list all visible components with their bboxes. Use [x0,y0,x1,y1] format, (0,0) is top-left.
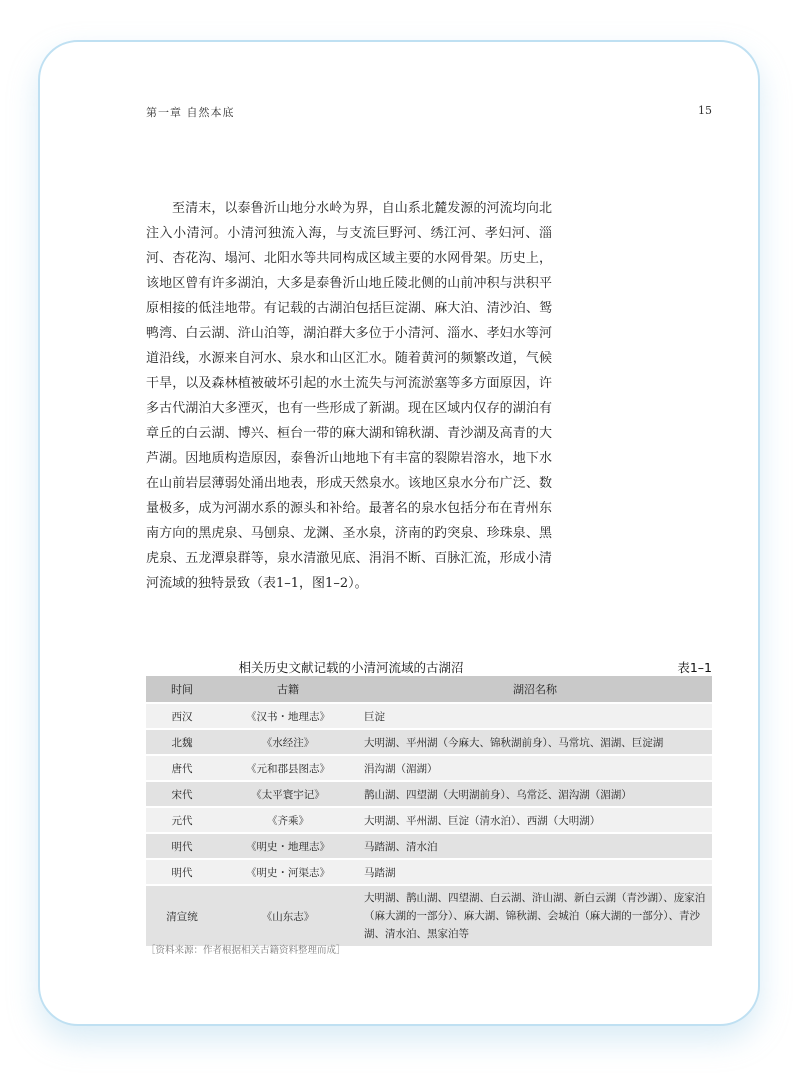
body-text [146,196,552,596]
table-row [146,885,712,946]
cell-lakes: 马踏湖 [358,859,712,885]
table-row [146,781,712,807]
running-head: 第一章 自然本底 [146,106,235,119]
cell-lakes: 大明湖、鹊山湖、四望湖、白云湖、浒山湖、新白云湖（青沙湖）、庞家泊（麻大湖的一部分）、麻大湖、锦秋湖、会城泊（麻大湖的一部分）、青沙湖、清水泊、黑家泊等 [358,885,712,946]
cell-lakes: 大明湖、平州湖、巨淀（清水泊）、西湖（大明湖） [358,807,712,833]
cell-time: 北魏 [146,729,218,755]
table-row [146,729,712,755]
cell-time: 明代 [146,859,218,885]
cell-lakes: 涓沟湖（湄湖） [358,755,712,781]
table-row [146,807,712,833]
page-number: 15 [698,104,712,117]
cell-lakes: 大明湖、平州湖（今麻大、锦秋湖前身）、马常坑、湄湖、巨淀湖 [358,729,712,755]
cell-lakes: 鹊山湖、四望湖（大明湖前身）、乌常泛、湄沟湖（湄湖） [358,781,712,807]
body-paragraph: 至清末，以泰鲁沂山地分水岭为界，自山系北麓发源的河流均向北注入小清河。小清河独流入海，与支流巨野河、绣江河、孝妇河、淄河、杏花沟、塌河、北阳水等共同构成区域主要的水网骨架。历史上，该地区曾有许多湖泊，大多是泰鲁沂山地丘陵北侧的山前冲积与洪积平原相接的低洼地带。有记载的古湖泊包括巨淀湖、麻大泊、清沙泊、鸳鸭湾、白云湖、浒山泊等，湖泊群大多位于小清河、淄水、孝妇水等河道沿线，水源来自河水、泉水和山区汇水。随着黄河的频繁改道，气候干旱，以及森林植被破坏引起的水土流失与河流淤塞等多方面原因，许多古代湖泊大多湮灭，也有一些形成了新湖。现在区域内仅存的湖泊有章丘的白云湖、博兴、桓台一带的麻大湖和锦秋湖、青沙湖及高青的大芦湖。因地质构造原因，泰鲁沂山地地下有丰富的裂隙岩溶水，地下水在山前岩层薄弱处涌出地表，形成天然泉水。该地区泉水分布广泛、数量极多，成为河湖水系的源头和补给。最著名的泉水包括分布在青州东南方向的黑虎泉、马刨泉、龙渊、圣水泉，济南的趵突泉、珍珠泉、黑虎泉、五龙潭泉群等，泉水清澈见底、涓涓不断、百脉汇流，形成小清河流域的独特景致（表1–1，图1–2）。 [146,201,552,591]
cell-lakes: 马踏湖、清水泊 [358,833,712,859]
header-lakes: 湖沼名称 [358,676,712,703]
table-header-row [146,676,712,703]
cell-time: 元代 [146,807,218,833]
lakes-table [146,676,712,946]
cell-book: 《元和郡县图志》 [218,755,358,781]
cell-time: 宋代 [146,781,218,807]
table-row [146,859,712,885]
header-time: 时间 [146,676,218,703]
table-number: 表1–1 [677,660,712,675]
table-title: 相关历史文献记载的小清河流域的古湖沼 [238,660,464,675]
table-row [146,833,712,859]
cell-book: 《太平寰宇记》 [218,781,358,807]
header-book: 古籍 [218,676,358,703]
cell-book: 《明史・地理志》 [218,833,358,859]
cell-time: 西汉 [146,703,218,729]
cell-book: 《汉书・地理志》 [218,703,358,729]
table-source-note: ［资料来源：作者根据相关古籍资料整理而成］ [146,945,346,956]
cell-time: 清宣统 [146,885,218,946]
cell-time: 明代 [146,833,218,859]
table-caption [146,656,712,676]
cell-book: 《明史・河渠志》 [218,859,358,885]
cell-lakes: 巨淀 [358,703,712,729]
cell-time: 唐代 [146,755,218,781]
table-row [146,703,712,729]
cell-book: 《山东志》 [218,885,358,946]
cell-book: 《齐乘》 [218,807,358,833]
table-row [146,755,712,781]
cell-book: 《水经注》 [218,729,358,755]
